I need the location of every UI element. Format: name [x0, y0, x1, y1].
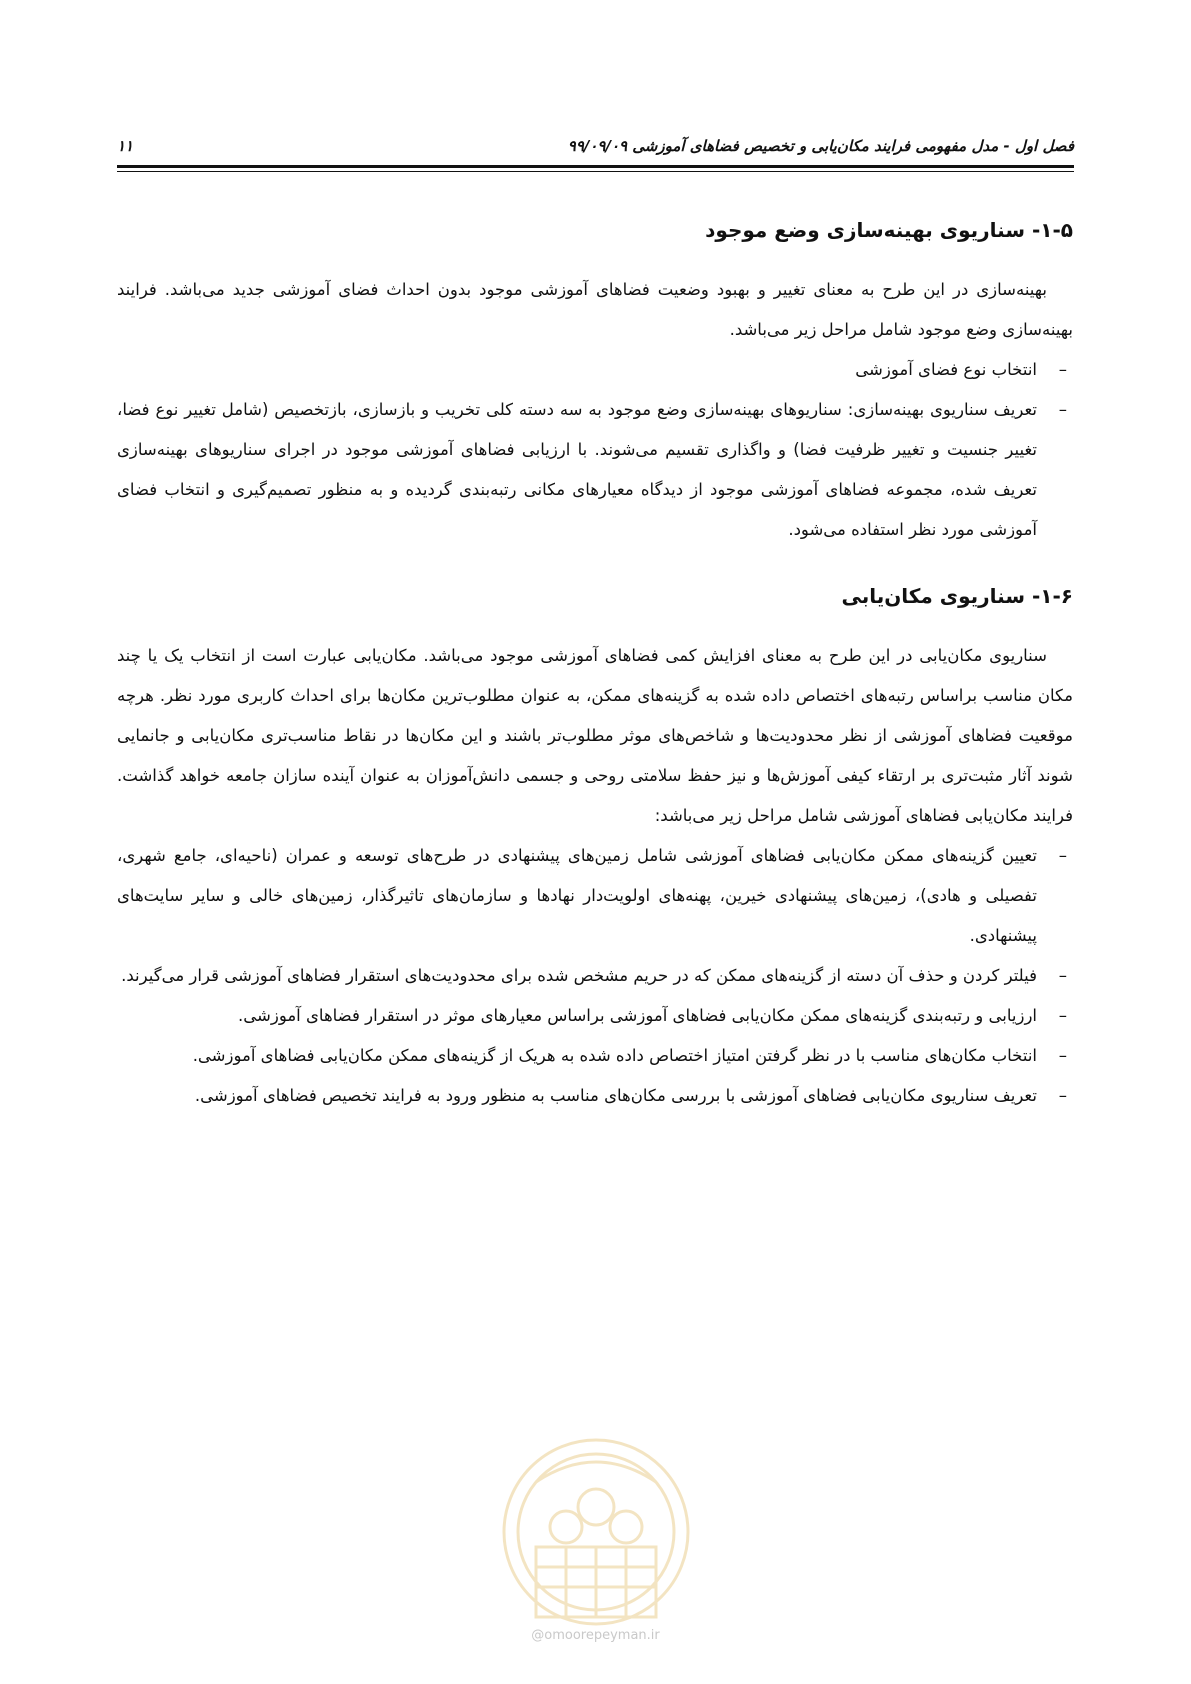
list-item: [117, 836, 1073, 956]
dash-bullet-icon: –: [1058, 400, 1067, 419]
dash-bullet-icon: –: [1058, 1046, 1067, 1065]
list-item: [117, 390, 1073, 550]
list-item-text: انتخاب نوع فضای آموزشی: [855, 360, 1037, 379]
list-item-text: ارزیابی و رتبه‌بندی گزینه‌های ممکن مکان‌یابی فضاهای آموزشی براساس معیارهای موثر در استقرار فضاهای آموزشی.: [238, 1006, 1037, 1025]
page-number: ۱۱: [117, 137, 134, 155]
list-item: [117, 956, 1073, 996]
dash-bullet-icon: –: [1058, 1006, 1067, 1025]
page-body: [117, 210, 1073, 1116]
dash-bullet-icon: –: [1058, 360, 1067, 379]
running-title: فصل اول - مدل مفهومی فرایند مکان‌یابی و تخصیص فضاهای آموزشی ۹۹/۰۹/۰۹: [567, 137, 1074, 155]
page-header: [117, 131, 1074, 161]
dash-bullet-icon: –: [1058, 1086, 1067, 1105]
section-heading-site-selection: ۱-۶- سناریوی مکان‌یابی: [841, 584, 1073, 608]
list-item-text: تعیین گزینه‌های ممکن مکان‌یابی فضاهای آموزشی شامل زمین‌های پیشنهادی در طرح‌های توسعه و عمران (ناحیه‌ای، جامع شهری، تفصیلی و هادی)، زمین‌های پیشنهادی خیرین، پهنه‌های اولویت‌دار نهادها و سازمان‌های تاثیرگذار، زمین‌های خالی و سایر سایت‌های پیشنهادی.: [117, 846, 1037, 945]
watermark-logo-icon: [496, 1422, 696, 1642]
list-item-text: تعریف سناریوی بهینه‌سازی: سناریوهای بهینه‌سازی وضع موجود به سه دسته کلی تخریب و بازسازی، بازتخصیص (شامل تغییر نوع فضا، تغییر جنسیت و تغییر ظرفیت فضا) و واگذاری تقسیم می‌شوند. با ارزیابی فضاهای آموزشی موجود در اجرای سناریوهای بهینه‌سازی تعریف شده، مجموعه فضاهای آموزشی موجود از دیدگاه معیارهای مکانی رتبه‌بندی گردیده و به منظور تصمیم‌گیری و انتخاب فضای آموزشی مورد نظر استفاده می‌شود.: [117, 400, 1037, 539]
list-item: [117, 1076, 1073, 1116]
list-item: [117, 1036, 1073, 1076]
section-paragraph-optimization: بهینه‌سازی در این طرح به معنای تغییر و بهبود وضعیت فضاهای آموزشی موجود بدون احداث فضای آموزشی جدید می‌باشد. فرایند بهینه‌سازی وضع موجود شامل مراحل زیر می‌باشد.: [117, 280, 1073, 339]
bullet-list-optimization: [117, 350, 1073, 550]
list-item-text: تعریف سناریوی مکان‌یابی فضاهای آموزشی با بررسی مکان‌های مناسب به منظور ورود به فرایند تخصیص فضاهای آموزشی.: [194, 1086, 1037, 1105]
bullet-list-site-selection: [117, 836, 1073, 1116]
section-heading-optimization: ۱-۵- سناریوی بهینه‌سازی وضع موجود: [705, 218, 1073, 242]
header-rule: [117, 165, 1074, 172]
watermark-text: @omoorepeyman.ir: [531, 1628, 660, 1643]
dash-bullet-icon: –: [1058, 966, 1067, 985]
section-paragraph-site-selection: سناریوی مکان‌یابی در این طرح به معنای افزایش کمی فضاهای آموزشی موجود می‌باشد. مکان‌یابی عبارت است از انتخاب یک یا چند مکان مناسب براساس رتبه‌های اختصاص داده شده به گزینه‌های ممکن، به عنوان مطلوب‌ترین مکان‌ها برای احداث کاربری مورد نظر. هرچه موقعیت فضاهای آموزشی از نظر محدودیت‌ها و شاخص‌های موثر مطلوب‌تر باشند و این مکان‌ها در نقاط مناسب‌تری مکان‌یابی و جانمایی شوند آثار مثبت‌تری بر ارتقاء کیفی آموزش‌ها و نیز حفظ سلامتی روحی و جسمی دانش‌آموزان به عنوان آینده سازان جامعه خواهد گذاشت. فرایند مکان‌یابی فضاهای آموزشی شامل مراحل زیر می‌باشد:: [117, 646, 1073, 825]
list-item: [117, 996, 1073, 1036]
dash-bullet-icon: –: [1058, 846, 1067, 865]
list-item-text: فیلتر کردن و حذف آن دسته از گزینه‌های ممکن که در حریم مشخص شده برای محدودیت‌های استقرار فضاهای آموزشی قرار می‌گیرند.: [121, 966, 1037, 985]
list-item: [117, 350, 1073, 390]
list-item-text: انتخاب مکان‌های مناسب با در نظر گرفتن امتیاز اختصاص داده شده به هریک از گزینه‌های ممکن مکان‌یابی فضاهای آموزشی.: [192, 1046, 1037, 1065]
